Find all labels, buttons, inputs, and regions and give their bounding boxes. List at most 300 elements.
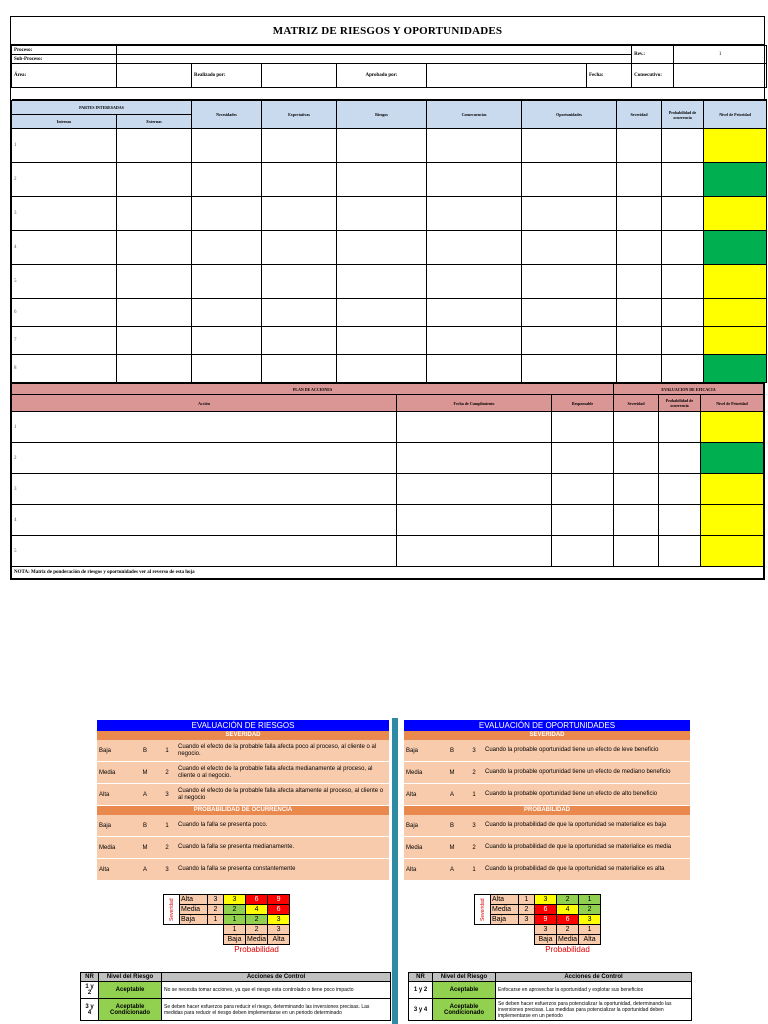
risk-row <box>12 299 767 327</box>
nivel-prioridad-header: Nivel de Prioridad <box>704 101 767 129</box>
page-title: MATRIZ DE RIESGOS Y OPORTUNIDADES <box>11 17 764 45</box>
eval-description: Cuando la probabilidad de que la oportunidad se materialice es media <box>485 844 672 850</box>
nr-value: 3 y 4 <box>409 999 433 1021</box>
eval-code: A <box>449 866 454 873</box>
risk-cell[interactable] <box>192 231 262 265</box>
riesgos-probabilidad-title: PROBABILIDAD DE OCURRENCIA <box>97 806 389 815</box>
risk-matrix-form <box>10 16 765 580</box>
eval-code: A <box>142 866 147 873</box>
severidad-header: Severidad <box>617 101 662 129</box>
eval-row <box>97 740 389 762</box>
risk-cell[interactable] <box>117 231 192 265</box>
risk-cell[interactable] <box>192 197 262 231</box>
severidad-axis-label: Severidad <box>164 895 180 925</box>
risk-cell[interactable] <box>337 355 427 383</box>
heat-row <box>164 915 290 925</box>
section-divider <box>392 718 398 1024</box>
realizado-label: Realizado por: <box>192 64 262 88</box>
risk-row <box>12 355 767 383</box>
risk-cell[interactable] <box>427 355 522 383</box>
eval-value: 1 <box>472 866 476 873</box>
aprobado-label: Aprobado por: <box>337 64 427 88</box>
acciones-value: Enfocarse en aprovechar la oportunidad y explotar sus beneficios <box>496 982 692 999</box>
risk-cell[interactable] <box>662 327 704 355</box>
heat-cell: 6 <box>557 915 579 925</box>
risk-cell[interactable] <box>262 327 337 355</box>
heat-row-value: 2 <box>519 905 535 915</box>
riesgos-heat-matrix <box>163 894 290 955</box>
nr-value: 1 y 2 <box>81 982 99 999</box>
heat-row <box>164 895 290 905</box>
eval-description: Cuando el efecto de la probable falla afecta medianamente al proceso, al cliente o al negocio. <box>178 765 373 779</box>
plan-cell[interactable] <box>397 443 552 474</box>
heat-cell: 9 <box>535 915 557 925</box>
risk-cell[interactable] <box>337 265 427 299</box>
plan-action-cell[interactable]: 3 <box>12 474 397 505</box>
plan-cell[interactable] <box>614 474 659 505</box>
risk-cell[interactable] <box>192 327 262 355</box>
risk-cell[interactable] <box>117 129 192 163</box>
eval-level: Media <box>406 769 423 776</box>
eval-value: 1 <box>472 791 476 798</box>
risk-row-number[interactable]: 8 <box>12 355 117 383</box>
eval-oportunidades-title: EVALUACIÓN DE OPORTUNIDADES <box>404 720 690 731</box>
risk-cell[interactable] <box>427 327 522 355</box>
plan-cell[interactable] <box>397 536 552 567</box>
plan-severidad-header: Severidad <box>614 395 659 412</box>
plan-action-cell[interactable]: 4 <box>12 505 397 536</box>
risk-row-number[interactable]: 2 <box>12 163 117 197</box>
plan-cell[interactable] <box>552 443 614 474</box>
eval-description: Cuando la probable oportunidad tiene un efecto de mediano beneficio <box>485 769 671 775</box>
risk-cell[interactable] <box>427 163 522 197</box>
risk-cell[interactable] <box>337 197 427 231</box>
nr-row <box>81 982 391 999</box>
fecha-cumplimiento-header: Fecha de Cumplimiento <box>397 395 552 412</box>
risk-cell[interactable] <box>617 265 662 299</box>
nr-header-row <box>81 973 391 982</box>
acciones-header: Acciones de Control <box>496 973 692 982</box>
heat-cell: 1 <box>224 915 246 925</box>
heat-cell: 3 <box>579 915 601 925</box>
risk-cell[interactable] <box>192 355 262 383</box>
eval-description: Cuando la probabilidad de que la oportunidad se materialice es alta <box>485 866 665 872</box>
risk-cell[interactable] <box>337 129 427 163</box>
risk-row-number[interactable]: 3 <box>12 197 117 231</box>
risk-cell[interactable] <box>192 265 262 299</box>
priority-level-cell[interactable] <box>704 163 767 197</box>
oport-severidad-title: SEVERIDAD <box>404 731 690 740</box>
eval-value: 3 <box>165 866 169 873</box>
eval-level: Baja <box>99 747 112 754</box>
plan-cell[interactable] <box>659 536 701 567</box>
risk-cell[interactable] <box>337 299 427 327</box>
eval-level: Media <box>99 844 116 851</box>
proceso-label: Proceso: <box>12 46 117 55</box>
acciones-value: Se deben hacer esfuerzos para reducir el riesgo, determinando las inversiones precisas. Las medidas para reducir el riesgo deben implementarse en un periodo determinado <box>162 999 391 1021</box>
externas-header: Externas <box>117 115 192 129</box>
heat-prob-names <box>164 935 290 945</box>
heat-cell: 1 <box>579 895 601 905</box>
plan-cell[interactable] <box>552 505 614 536</box>
eval-row <box>97 762 389 784</box>
risk-cell[interactable] <box>522 163 617 197</box>
eval-value: 2 <box>165 844 169 851</box>
oportunidades-control-table <box>408 972 692 1021</box>
plan-priority-cell[interactable] <box>701 505 764 536</box>
eval-row <box>404 740 690 762</box>
heat-row-value: 2 <box>208 905 224 915</box>
plan-cell[interactable] <box>614 412 659 443</box>
risk-cell[interactable] <box>117 197 192 231</box>
eval-row <box>404 762 690 784</box>
eval-row <box>97 784 389 806</box>
plan-cell[interactable] <box>614 505 659 536</box>
consecutivo-label: Consecutivo: <box>632 64 674 88</box>
nr-value: 3 y 4 <box>81 999 99 1021</box>
priority-level-cell[interactable] <box>704 265 767 299</box>
heat-cell: 4 <box>557 905 579 915</box>
eval-code: A <box>142 791 147 798</box>
risk-row <box>12 231 767 265</box>
eval-row <box>404 784 690 806</box>
heat-row <box>475 895 601 905</box>
risk-row-number[interactable]: 1 <box>12 129 117 163</box>
eval-row <box>404 859 690 881</box>
plan-row <box>12 412 764 443</box>
heat-prob-numbers <box>475 925 601 935</box>
risk-cell[interactable] <box>117 327 192 355</box>
heat-cell: 3 <box>535 895 557 905</box>
probabilidad-header: Probabilidad de ocurrencia <box>662 101 704 129</box>
heat-cell: 6 <box>246 895 268 905</box>
probabilidad-axis-label: Probabilidad <box>234 945 279 955</box>
oport-probabilidad-title: PROBABILIDAD <box>404 806 690 815</box>
risk-cell[interactable] <box>117 163 192 197</box>
eval-value: 3 <box>472 822 476 829</box>
risk-cell[interactable] <box>262 265 337 299</box>
eval-code: M <box>142 769 148 776</box>
acciones-value: No se necesita tomar acciones, ya que el riesgo esta controlado o tiene poco impacto <box>162 982 391 999</box>
risk-cell[interactable] <box>617 197 662 231</box>
risk-row-number[interactable]: 4 <box>12 231 117 265</box>
nivel-value: Aceptable Condicionado <box>433 999 496 1021</box>
nr-row <box>409 982 692 999</box>
eval-code: A <box>449 791 454 798</box>
plan-cell[interactable] <box>659 443 701 474</box>
eval-value: 1 <box>165 822 169 829</box>
nivel-header: Nivel del Riesgo <box>433 973 496 982</box>
eval-description: Cuando el efecto de la probable falla afecta altamente al proceso, al cliente o al negocio <box>178 787 384 801</box>
risk-cell[interactable] <box>337 327 427 355</box>
consecutivo-field[interactable] <box>674 64 767 88</box>
risk-cell[interactable] <box>617 299 662 327</box>
risk-cell[interactable] <box>337 231 427 265</box>
plan-priority-cell[interactable] <box>701 474 764 505</box>
eval-level: Media <box>406 844 423 851</box>
risk-cell[interactable] <box>427 299 522 327</box>
eval-code: M <box>449 769 455 776</box>
plan-row <box>12 505 764 536</box>
risk-cell[interactable] <box>337 163 427 197</box>
heat-prob-title <box>164 945 290 955</box>
risk-cell[interactable] <box>662 163 704 197</box>
risk-cell[interactable] <box>617 355 662 383</box>
rev-value: 1 <box>674 46 767 64</box>
plan-row <box>12 536 764 567</box>
accion-header: Acción <box>12 395 397 412</box>
nr-value: 1 y 2 <box>409 982 433 999</box>
plan-cell[interactable] <box>552 536 614 567</box>
eval-value: 2 <box>472 844 476 851</box>
heat-cell: 4 <box>246 905 268 915</box>
acciones-header: Acciones de Control <box>162 973 391 982</box>
risk-cell[interactable] <box>617 129 662 163</box>
heat-cell: 6 <box>268 905 290 915</box>
priority-level-cell[interactable] <box>704 231 767 265</box>
heat-row <box>475 905 601 915</box>
prob-name: Media <box>558 936 578 943</box>
heat-row-label: Baja <box>491 915 519 925</box>
risk-row-number[interactable]: 5 <box>12 265 117 299</box>
plan-priority-cell[interactable] <box>701 536 764 567</box>
rev-label: Rev.: <box>632 46 674 64</box>
heat-cell: 2 <box>557 895 579 905</box>
riesgos-header: Riesgos <box>337 101 427 129</box>
heat-cell: 3 <box>224 895 246 905</box>
risk-cell[interactable] <box>117 355 192 383</box>
nr-header: NR <box>81 973 99 982</box>
eval-code: B <box>142 822 147 829</box>
risk-cell[interactable] <box>662 231 704 265</box>
risk-cell[interactable] <box>262 299 337 327</box>
eval-description: Cuando el efecto de la probable falla afecta poco al proceso, al cliente o al negocio. <box>178 743 377 757</box>
heat-cell: 2 <box>579 905 601 915</box>
heat-row-value: 1 <box>208 915 224 925</box>
nr-header-row <box>409 973 692 982</box>
plan-table <box>11 383 764 579</box>
risk-row <box>12 265 767 299</box>
risk-cell[interactable] <box>522 299 617 327</box>
nivel-value: Aceptable <box>433 982 496 999</box>
prob-number: 3 <box>535 925 557 935</box>
eval-row <box>97 859 389 881</box>
eval-row <box>97 815 389 837</box>
plan-acciones-header: PLAN DE ACCIONES <box>12 384 614 395</box>
risk-cell[interactable] <box>522 265 617 299</box>
nivel-header: Nivel del Riesgo <box>99 973 162 982</box>
risk-cell[interactable] <box>617 231 662 265</box>
risk-cell[interactable] <box>117 265 192 299</box>
priority-level-cell[interactable] <box>704 129 767 163</box>
heat-prob-title <box>475 945 601 955</box>
prob-number: 1 <box>579 925 601 935</box>
probabilidad-axis-label: Probabilidad <box>545 945 590 955</box>
eval-code: B <box>142 747 147 754</box>
risk-cell[interactable] <box>427 265 522 299</box>
risk-cell[interactable] <box>662 355 704 383</box>
consecuencias-header: Consecuencias <box>427 101 522 129</box>
plan-cell[interactable] <box>397 474 552 505</box>
plan-cell[interactable] <box>614 536 659 567</box>
nr-row <box>81 999 391 1021</box>
heat-row-label: Media <box>180 905 208 915</box>
eval-description: Cuando la probable oportunidad tiene un efecto de leve beneficio <box>485 747 659 753</box>
priority-level-cell[interactable] <box>704 197 767 231</box>
heat-cell: 3 <box>268 915 290 925</box>
note-text: NOTA: Matriz de ponderación de riesgos y oportunidades ver al reverso de esta hoja <box>12 567 764 579</box>
oportunidades-heat-matrix <box>474 894 601 955</box>
risk-cell[interactable] <box>117 299 192 327</box>
eval-level: Baja <box>99 822 112 829</box>
risk-cell[interactable] <box>662 129 704 163</box>
eval-row <box>404 837 690 859</box>
eval-description: Cuando la probable oportunidad tiene un efecto de alto beneficio <box>485 791 658 797</box>
heat-prob-names <box>475 935 601 945</box>
heat-row-value: 3 <box>519 915 535 925</box>
prob-name: Media <box>247 936 267 943</box>
risk-row <box>12 197 767 231</box>
heat-cell: 9 <box>268 895 290 905</box>
risk-row <box>12 327 767 355</box>
risk-cell[interactable] <box>522 197 617 231</box>
responsable-header: Responsable <box>552 395 614 412</box>
area-field[interactable] <box>117 64 192 88</box>
prob-name: Alta <box>268 935 290 945</box>
plan-cell[interactable] <box>397 412 552 443</box>
heat-row <box>164 905 290 915</box>
heat-row-label: Baja <box>180 915 208 925</box>
risk-cell[interactable] <box>522 355 617 383</box>
eval-level: Alta <box>99 791 110 798</box>
risk-row <box>12 129 767 163</box>
eval-value: 1 <box>165 747 169 754</box>
eval-value: 2 <box>165 769 169 776</box>
prob-number: 3 <box>268 925 290 935</box>
risk-cell[interactable] <box>522 231 617 265</box>
heat-row-label: Media <box>491 905 519 915</box>
plan-row <box>12 474 764 505</box>
plan-priority-cell[interactable] <box>701 443 764 474</box>
subproceso-field[interactable] <box>117 55 632 64</box>
plan-cell[interactable] <box>552 412 614 443</box>
eval-oportunidades-panel <box>404 720 690 881</box>
plan-cell[interactable] <box>659 505 701 536</box>
eval-code: B <box>449 747 454 754</box>
internas-header: Internas <box>12 115 117 129</box>
expectativas-header: Expectativas <box>262 101 337 129</box>
plan-cell[interactable] <box>397 505 552 536</box>
plan-cell[interactable] <box>552 474 614 505</box>
risk-cell[interactable] <box>662 265 704 299</box>
heat-cell: 2 <box>246 915 268 925</box>
heat-row <box>475 915 601 925</box>
heat-cell: 2 <box>224 905 246 915</box>
plan-cell[interactable] <box>659 412 701 443</box>
risk-cell[interactable] <box>192 163 262 197</box>
prob-number: 2 <box>557 925 579 935</box>
nr-header: NR <box>409 973 433 982</box>
partes-interesadas-header: PARTES INTERESADAS <box>12 101 192 115</box>
heat-row-label: Alta <box>180 895 208 905</box>
eval-riesgos-title: EVALUACIÓN DE RIESGOS <box>97 720 389 731</box>
risk-cell[interactable] <box>427 231 522 265</box>
risk-cell[interactable] <box>522 129 617 163</box>
eficacia-header: EVALUACION DE EFICACIA <box>614 384 764 395</box>
risk-cell[interactable] <box>262 163 337 197</box>
eval-level: Baja <box>406 747 419 754</box>
plan-priority-cell[interactable] <box>701 412 764 443</box>
risk-cell[interactable] <box>192 129 262 163</box>
eval-row <box>97 837 389 859</box>
prob-name: Baja <box>535 935 557 945</box>
prob-number: 1 <box>224 925 246 935</box>
risk-cell[interactable] <box>617 163 662 197</box>
risk-cell[interactable] <box>617 327 662 355</box>
risk-cell[interactable] <box>262 129 337 163</box>
risk-cell[interactable] <box>427 197 522 231</box>
plan-nivel-header: Nivel de Prioridad <box>701 395 764 412</box>
plan-cell[interactable] <box>614 443 659 474</box>
eval-code: B <box>449 822 454 829</box>
plan-cell[interactable] <box>659 474 701 505</box>
eval-value: 3 <box>472 747 476 754</box>
eval-description: Cuando la falla se presenta medianamente. <box>178 844 295 850</box>
risk-cell[interactable] <box>662 197 704 231</box>
risk-row-number[interactable]: 6 <box>12 299 117 327</box>
plan-probabilidad-header: Probabilidad de ocurrencia <box>659 395 701 412</box>
eval-description: Cuando la falla se presenta poco. <box>178 822 268 828</box>
eval-code: M <box>142 844 148 851</box>
risk-cell[interactable] <box>192 299 262 327</box>
risk-table <box>11 100 767 383</box>
priority-level-cell[interactable] <box>704 299 767 327</box>
eval-value: 3 <box>165 791 169 798</box>
plan-action-cell[interactable]: 1 <box>12 412 397 443</box>
eval-row <box>404 815 690 837</box>
risk-row <box>12 163 767 197</box>
risk-row-number[interactable]: 7 <box>12 327 117 355</box>
realizado-field[interactable] <box>262 64 337 88</box>
risk-cell[interactable] <box>522 327 617 355</box>
acciones-value: Se deben hacer esfuerzos para potencializar la oportunidad, determinando las inversiones precisas. Las medidas para potencializar la oportunidad deben implementarse en un periodo <box>496 999 692 1021</box>
risk-cell[interactable] <box>262 231 337 265</box>
subproceso-label: Sub-Proceso: <box>12 55 117 64</box>
eval-level: Alta <box>406 791 417 798</box>
nivel-value: Aceptable <box>99 982 162 999</box>
risk-cell[interactable] <box>262 197 337 231</box>
priority-level-cell[interactable] <box>704 327 767 355</box>
priority-level-cell[interactable] <box>704 355 767 383</box>
aprobado-field[interactable] <box>427 64 587 88</box>
heat-cell: 6 <box>535 905 557 915</box>
proceso-field[interactable] <box>117 46 632 55</box>
eval-description: Cuando la probabilidad de que la oportunidad se materialice es baja <box>485 822 667 828</box>
oportunidades-header: Oportunidades <box>522 101 617 129</box>
risk-cell[interactable] <box>662 299 704 327</box>
plan-action-cell[interactable]: 5 <box>12 536 397 567</box>
heat-prob-numbers <box>164 925 290 935</box>
heat-row-value: 1 <box>519 895 535 905</box>
plan-action-cell[interactable]: 2 <box>12 443 397 474</box>
prob-name: Baja <box>224 935 246 945</box>
risk-cell[interactable] <box>262 355 337 383</box>
severidad-axis-label: Severidad <box>475 895 491 925</box>
area-label: Área: <box>12 64 117 88</box>
eval-description: Cuando la falla se presenta constantemente <box>178 866 296 872</box>
prob-number: 2 <box>246 925 268 935</box>
risk-cell[interactable] <box>427 129 522 163</box>
